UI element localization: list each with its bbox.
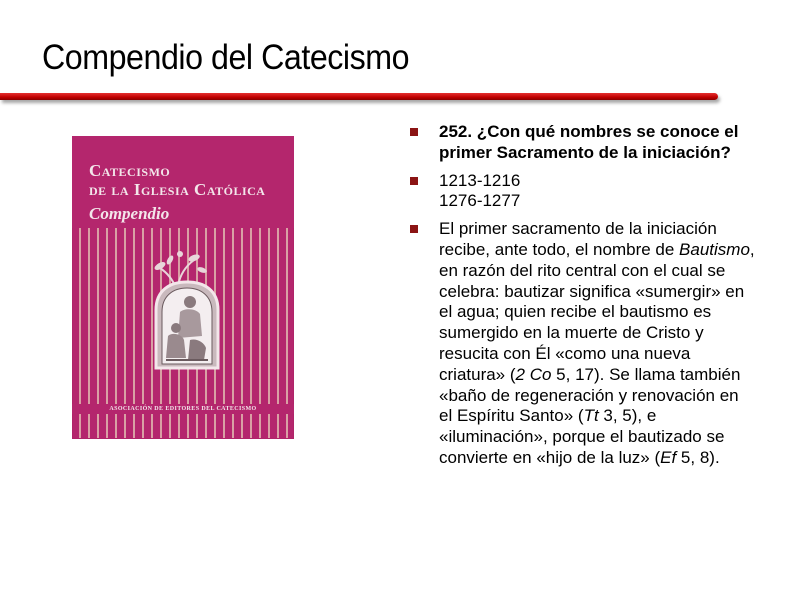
bible-book-ref: Tt bbox=[583, 406, 599, 426]
slide-title: Compendio del Catecismo bbox=[42, 38, 410, 77]
answer-term: Bautismo bbox=[679, 239, 750, 259]
book-title-line2: de la Iglesia Católica bbox=[89, 180, 266, 199]
title-divider bbox=[0, 93, 718, 100]
square-bullet-icon bbox=[410, 128, 418, 136]
list-item-question bbox=[406, 122, 756, 164]
square-bullet-icon bbox=[410, 225, 418, 233]
baptism-emblem-icon bbox=[146, 248, 228, 370]
square-bullet-icon bbox=[410, 177, 418, 185]
book-subtitle: Compendio bbox=[89, 204, 170, 223]
question-text: 252. ¿Con qué nombres se conoce el primer Sacramento de la iniciación? bbox=[439, 122, 739, 162]
book-cover-image bbox=[72, 136, 294, 439]
reference-line: 1276-1277 bbox=[439, 191, 521, 211]
list-item-references bbox=[406, 171, 756, 213]
answer-text: 3, 5), e «iluminación», porque el bautizado se convierte en «hijo de la luz» ( bbox=[439, 406, 725, 467]
list-item-answer bbox=[406, 219, 756, 469]
answer-text: , en razón del rito central con el cual se celebra: bautizar significa «sumergir» en el agua; quien recibe el bautismo es sumergido en la muerte de Cristo y resucita con Él «como una nueva criatura» ( bbox=[439, 239, 755, 384]
content-bullet-list bbox=[406, 122, 756, 476]
bible-book-ref: 2 Co bbox=[515, 364, 552, 384]
book-publisher: ASOCIACIÓN DE EDITORES DEL CATECISMO bbox=[72, 404, 294, 414]
answer-text: El primer sacramento de la iniciación recibe, ante todo, el nombre de bbox=[439, 219, 717, 259]
answer-text: 5, 8). bbox=[676, 447, 720, 467]
bible-book-ref: Ef bbox=[660, 447, 677, 467]
reference-line: 1213-1216 bbox=[439, 170, 521, 190]
book-title-line1: Catecismo bbox=[89, 161, 171, 180]
answer-text: 5, 17). Se llama también «baño de regeneración y renovación en el Espíritu Santo» ( bbox=[439, 364, 741, 426]
